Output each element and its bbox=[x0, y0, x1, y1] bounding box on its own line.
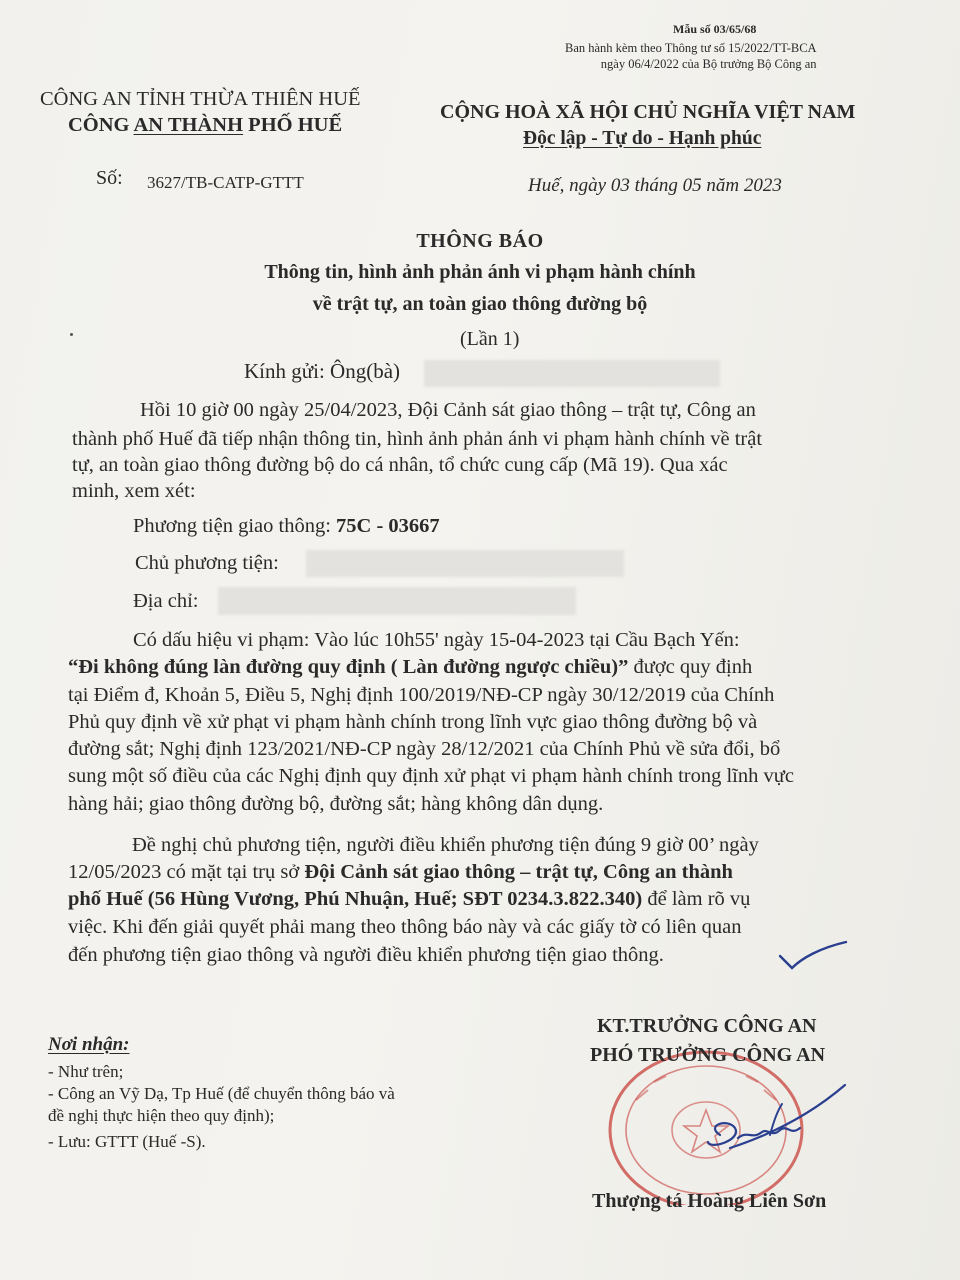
violation-line-2-rest: được quy định bbox=[628, 656, 753, 678]
signer-name: Thượng tá Hoàng Liên Sơn bbox=[592, 1190, 827, 1212]
document-subtitle-1: Thông tin, hình ảnh phản ánh vi phạm hành chính bbox=[264, 261, 696, 283]
agency-name-part2: AN THÀNH bbox=[133, 114, 244, 136]
address-label: Địa chỉ: bbox=[133, 590, 199, 612]
violation-line-7: hàng hải; giao thông đường bộ, đường sắt; hàng không dân dụng. bbox=[68, 793, 604, 815]
recipient-item: - Lưu: GTTT (Huế -S). bbox=[48, 1132, 206, 1151]
agency-name bbox=[68, 114, 342, 137]
intro-line-2: thành phố Huế đã tiếp nhận thông tin, hình ảnh phản ánh vi phạm hành chính về trật bbox=[72, 428, 763, 450]
owner-label: Chủ phương tiện: bbox=[135, 552, 279, 574]
violation-line-1: Có dấu hiệu vi phạm: Vào lúc 10h55' ngày 15-04-2023 tại Cầu Bạch Yến: bbox=[133, 629, 740, 651]
signer-title-2: PHÓ TRƯỞNG CÔNG AN bbox=[590, 1044, 826, 1066]
recipient-item: đề nghị thực hiện theo quy định); bbox=[48, 1106, 275, 1125]
notice-round: (Lần 1) bbox=[460, 328, 520, 350]
document-title: THÔNG BÁO bbox=[416, 230, 544, 252]
violation-line-5: đường sắt; Nghị định 123/2021/NĐ-CP ngày 28/12/2021 của Chính Phủ về sửa đổi, bổ bbox=[68, 738, 781, 760]
redacted-recipient-name bbox=[424, 360, 720, 387]
agency-name-part3: PHỐ HUẾ bbox=[243, 114, 343, 136]
intro-line-3: tự, an toàn giao thông đường bộ do cá nhân, tổ chức cung cấp (Mã 19). Qua xác bbox=[72, 454, 728, 476]
handwritten-signature bbox=[650, 1040, 880, 1190]
place-date: Huế, ngày 03 tháng 05 năm 2023 bbox=[528, 175, 782, 196]
recipient-item: - Công an Vỹ Dạ, Tp Huế (để chuyển thông báo và bbox=[48, 1084, 395, 1103]
pen-check-mark bbox=[770, 936, 850, 976]
agency-name-part1: CÔNG bbox=[68, 114, 134, 136]
violation-description: “Đi không đúng làn đường quy định ( Làn đường ngược chiều)” bbox=[68, 656, 629, 678]
recipient-item: - Như trên; bbox=[48, 1062, 124, 1081]
national-motto: Độc lập - Tự do - Hạnh phúc bbox=[523, 128, 762, 149]
violation-line-4: Phủ quy định về xử phạt vi phạm hành chính trong lĩnh vực giao thông đường bộ và bbox=[68, 711, 758, 733]
form-number: Mẫu số 03/65/68 bbox=[673, 22, 757, 36]
violation-line-6: sung một số điều của các Nghị định quy định xử phạt vi phạm hành chính trong lĩnh vực bbox=[68, 765, 794, 787]
request-line-2 bbox=[68, 859, 733, 885]
vehicle-label: Phương tiện giao thông: bbox=[133, 515, 337, 537]
violation-line-3: tại Điểm đ, Khoản 5, Điều 5, Nghị định 100/2019/NĐ-CP ngày 30/12/2019 của Chính bbox=[68, 684, 775, 706]
intro-line-4: minh, xem xét: bbox=[72, 480, 196, 502]
redacted-address bbox=[218, 587, 576, 615]
vehicle-line bbox=[133, 515, 440, 538]
vehicle-plate: 75C - 03667 bbox=[336, 515, 440, 537]
reference-label: Số: bbox=[96, 167, 123, 189]
greeting: Kính gửi: Ông(bà) bbox=[244, 359, 401, 383]
request-office: Đội Cảnh sát giao thông – trật tự, Công an thành bbox=[304, 861, 733, 883]
issued-line-1: Ban hành kèm theo Thông tư số 15/2022/TT-BCA bbox=[565, 41, 817, 55]
agency-parent: CÔNG AN TỈNH THỪA THIÊN HUẾ bbox=[40, 88, 361, 110]
stray-dot bbox=[70, 333, 73, 336]
request-line-1: Đề nghị chủ phương tiện, người điều khiển phương tiện đúng 9 giờ 00’ ngày bbox=[132, 834, 759, 856]
intro-line-1: Hồi 10 giờ 00 ngày 25/04/2023, Đội Cảnh sát giao thông – trật tự, Công an bbox=[140, 399, 756, 421]
issued-line-2: ngày 06/4/2022 của Bộ trưởng Bộ Công an bbox=[600, 57, 817, 71]
request-line-3 bbox=[68, 886, 750, 912]
request-line-2-pre: 12/05/2023 có mặt tại trụ sở bbox=[68, 861, 305, 883]
recipients-label: Nơi nhận: bbox=[48, 1034, 130, 1055]
document-subtitle-2: về trật tự, an toàn giao thông đường bộ bbox=[312, 293, 648, 315]
violation-line-2 bbox=[68, 654, 752, 680]
reference-number: 3627/TB-CATP-GTTT bbox=[147, 173, 304, 192]
request-line-4: việc. Khi đến giải quyết phải mang theo thông báo này và các giấy tờ có liên quan bbox=[68, 916, 742, 938]
request-line-3-rest: để làm rõ vụ bbox=[642, 888, 751, 910]
national-title: CỘNG HOÀ XÃ HỘI CHỦ NGHĨA VIỆT NAM bbox=[440, 101, 856, 123]
redacted-owner-name bbox=[306, 550, 624, 577]
issued-by-note bbox=[565, 40, 817, 72]
request-office-address: phố Huế (56 Hùng Vương, Phú Nhuận, Huế; SĐT 0234.3.822.340) bbox=[68, 888, 643, 910]
request-line-5: đến phương tiện giao thông và người điều khiển phương tiện giao thông. bbox=[68, 944, 664, 966]
signer-title-1: KT.TRƯỞNG CÔNG AN bbox=[597, 1015, 817, 1037]
